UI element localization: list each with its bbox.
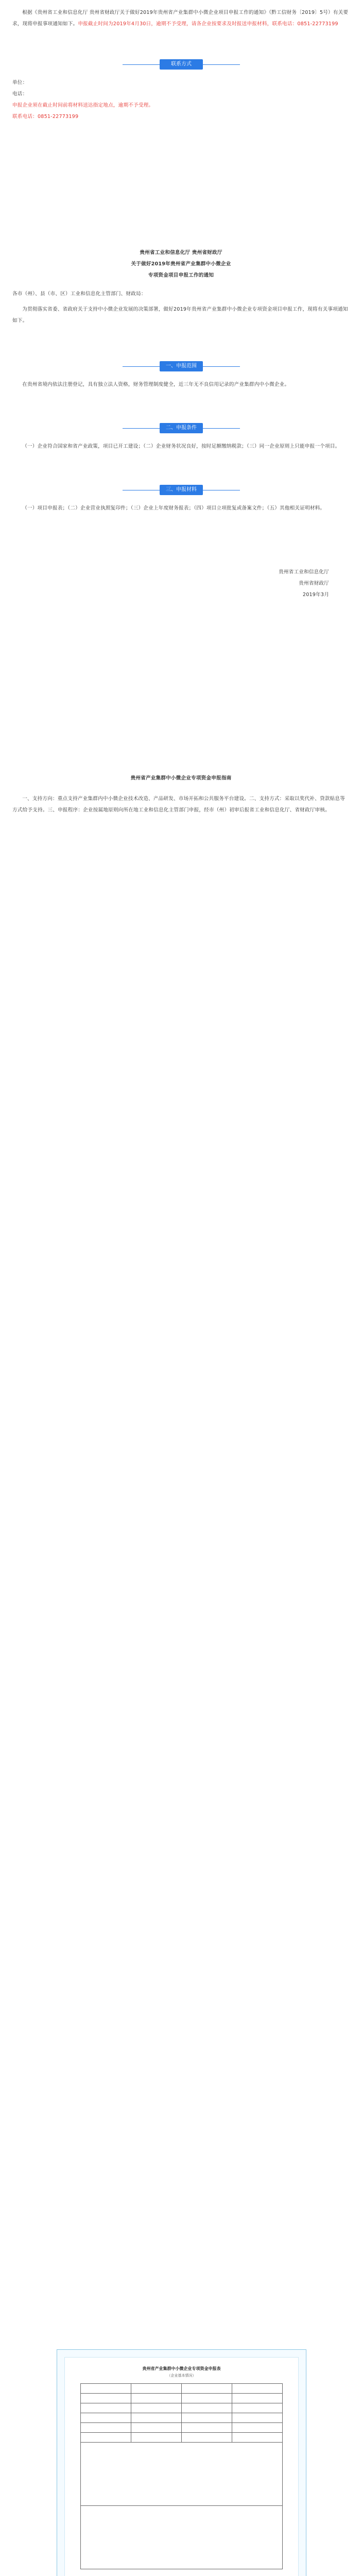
section-tag: 联系方式 [160, 59, 203, 70]
section-tag: 三、申报材料 [160, 485, 203, 495]
section-header-3 [0, 484, 362, 496]
intro-highlight: 申报截止时间为2019年4月30日，逾期不予受理，请各企业按要求及时报送申报材料，联系电话：0851-22773199 [78, 21, 338, 27]
doc-title-line: 专项资金项目申报工作的通知 [148, 273, 214, 278]
doc-paragraph: 为贯彻落实省委、省政府关于支持中小微企业发展的决策部署，做好2019年贵州省产业集群中小微企业专项资金项目申报工作，现将有关事项通知如下。 [12, 307, 348, 324]
contact-line: 单位： [12, 80, 28, 86]
signature-block [12, 567, 350, 601]
application-form-1 [57, 2349, 306, 2576]
signature-org: 贵州省工业和信息化厅 [279, 569, 329, 575]
intro-text: 根据《贵州省工业和信息化厅 贵州省财政厅关于做好2019年贵州省产业集群中小微企业项目申报工作的通知》（黔工信财务〔2019〕5号）有关要求，现将申报事项通知如下。 [12, 10, 349, 27]
form-title: 贵州省产业集群中小微企业专项资金申报表 [142, 2366, 221, 2371]
intro-paragraph [12, 7, 350, 30]
attachment-title: 贵州省产业集群中小微企业专项资金申报指南 [130, 775, 232, 781]
form-subtitle: （企业基本情况） [167, 2374, 196, 2378]
doc-title [12, 247, 350, 281]
contact-phone: 联系电话：0851-22773199 [12, 114, 79, 120]
guide-paragraph: 一、支持方向：重点支持产业集群内中小微企业技术改造、产品研发、市场开拓和公共服务平台建设。二、支持方式：采取以奖代补、贷款贴息等方式给予支持。三、申报程序：企业按属地原则向所在地工业和信息化主管部门申报，经市（州）初审后报省工业和信息化厅、省财政厅审核。 [12, 796, 345, 813]
contact-line: 电话： [12, 91, 28, 97]
signature-date: 2019年3月 [302, 592, 329, 598]
section-header-2 [0, 422, 362, 434]
section-tag: 二、申报条件 [160, 423, 203, 433]
section-body: 在贵州省境内依法注册登记，具有独立法人资格，财务管理制度健全，近三年无不良信用记录的产业集群内中小微企业。 [22, 382, 290, 387]
section-body: （一）企业符合国家和省产业政策，项目已开工建设；（二）企业财务状况良好，按时足额缴纳税款；（三）同一企业原则上只能申报一个项目。 [22, 444, 340, 449]
doc-title-line: 关于做好2019年贵州省产业集群中小微企业 [131, 261, 231, 267]
signature-org: 贵州省财政厅 [299, 581, 329, 586]
section-header-contact [0, 59, 362, 70]
section-header-1 [0, 361, 362, 372]
doc-salutation: 各市（州）、县（市、区）工业和信息化主管部门、财政局： [12, 291, 146, 297]
section-tag: 一、申报范围 [160, 361, 203, 371]
contact-note: 申报企业须在截止时间前将材料送达指定地点，逾期不予受理。 [12, 103, 154, 108]
doc-title-line: 贵州省工业和信息化厅 贵州省财政厅 [140, 250, 222, 256]
section-body: （一）项目申报表；（二）企业营业执照复印件；（三）企业上年度财务报表；（四）项目立项批复或备案文件；（五）其他相关证明材料。 [22, 505, 325, 511]
form-table [80, 2383, 283, 2569]
contact-block [12, 77, 350, 123]
